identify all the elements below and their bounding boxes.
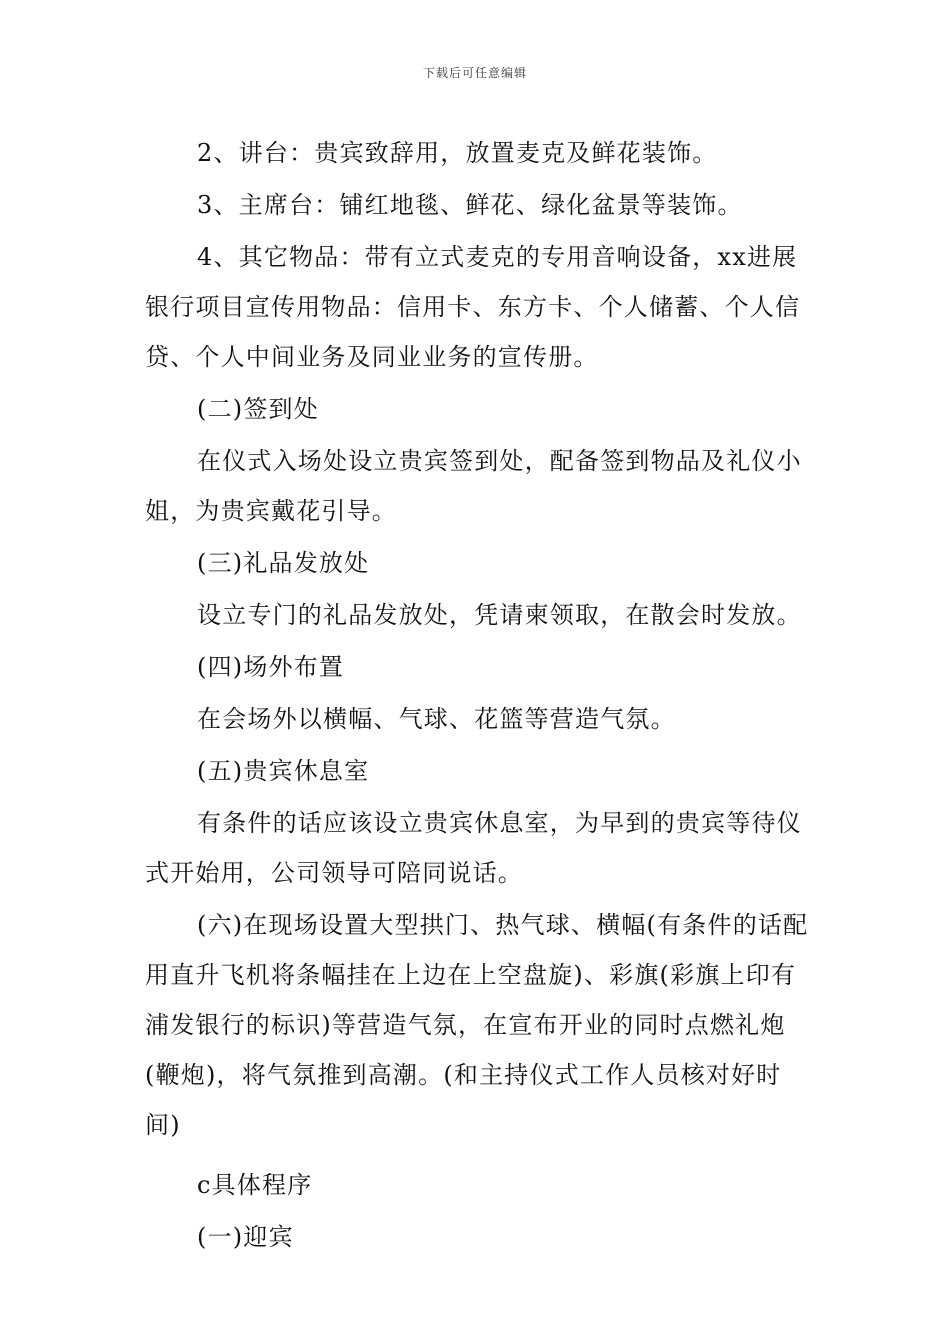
paragraph-lounge: 有条件的话应该设立贵宾休息室，为早到的贵宾等待仪式开始用，公司领导可陪同说话。 (145, 809, 802, 887)
paragraph-other-items: 4、其它物品：带有立式麦克的专用音响设备，xx进展银行项目宣传用物品：信用卡、东方卡、个人储蓄、个人信贷、个人中间业务及同业业务的宣传册。 (145, 243, 801, 371)
paragraph-gifts: 设立专门的礼品发放处，凭请柬领取，在散会时发放。 (197, 601, 802, 629)
section-heading-gifts: (三)礼品发放处 (197, 549, 370, 577)
section-heading-signin: (二)签到处 (197, 395, 319, 423)
section-heading-welcome: (一)迎宾 (197, 1223, 294, 1251)
paragraph-rostrum: 3、主席台：铺红地毯、鲜花、绿化盆景等装饰。 (197, 191, 743, 219)
page-header: 下载后可任意编辑 (422, 66, 527, 80)
document-body (145, 128, 813, 1262)
section-heading-procedure: c具体程序 (197, 1171, 313, 1199)
section-heading-lounge: (五)贵宾休息室 (197, 757, 370, 785)
paragraph-onsite-setup: (六)在现场设置大型拱门、热气球、横幅(有条件的话配用直升飞机将条幅挂在上边在上空盘旋)、彩旗(彩旗上印有浦发银行的标识)等营造气氛，在宣布开业的同时点燃礼炮(鞭炮)，将气氛推到高潮。(和主持仪式工作人员核对好时间) (145, 911, 809, 1139)
paragraph-podium: 2、讲台：贵宾致辞用，放置麦克及鲜花装饰。 (197, 139, 718, 167)
paragraph-outdoor: 在会场外以横幅、气球、花篮等营造气氛。 (197, 705, 676, 733)
section-heading-outdoor: (四)场外布置 (197, 653, 345, 681)
paragraph-signin: 在仪式入场处设立贵宾签到处，配备签到物品及礼仪小姐，为贵宾戴花引导。 (145, 447, 802, 525)
